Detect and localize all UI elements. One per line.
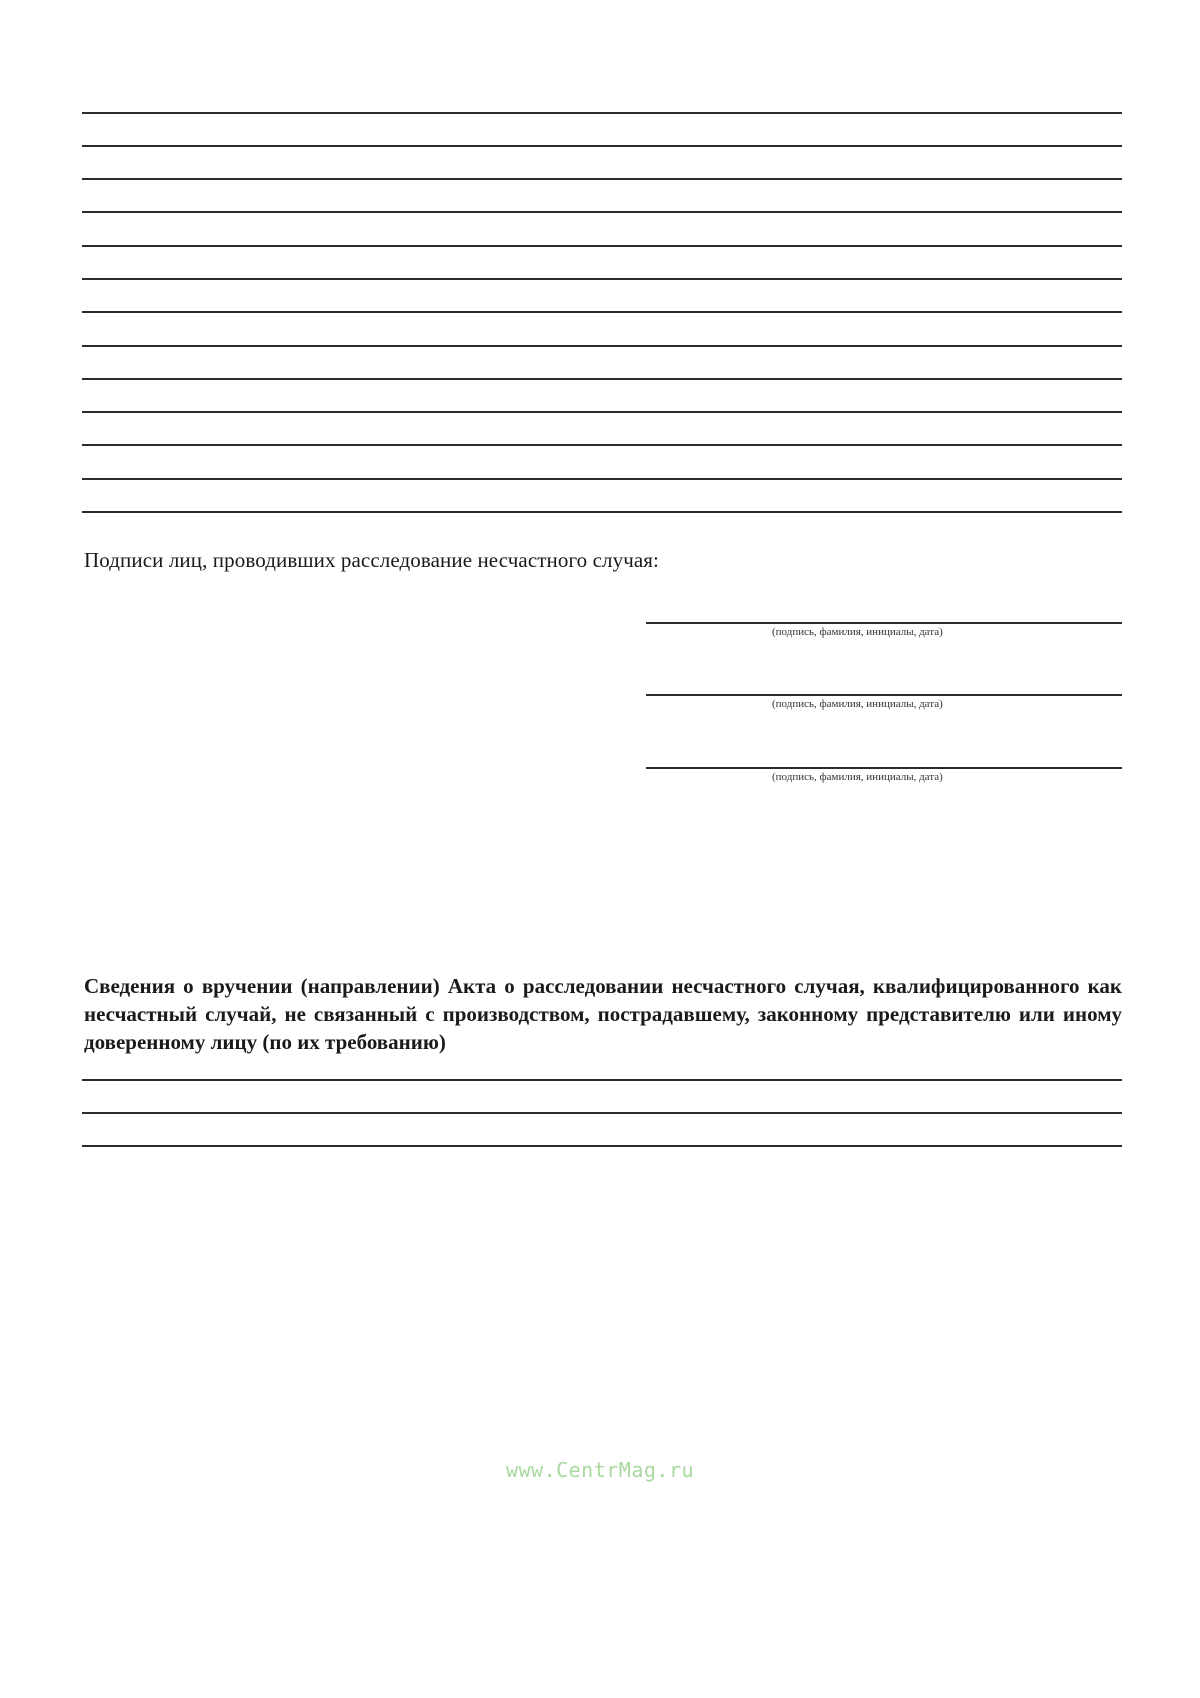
fill-line [82, 378, 1122, 380]
fill-line [82, 1145, 1122, 1147]
signatures-heading: Подписи лиц, проводивших расследование несчастного случая: [84, 548, 659, 572]
signature-caption: (подпись, фамилия, инициалы, дата) [772, 626, 943, 638]
fill-line [82, 245, 1122, 247]
signature-row [646, 767, 1122, 807]
fill-line [82, 345, 1122, 347]
signature-line [646, 694, 1122, 696]
signature-row [646, 694, 1122, 734]
fill-line [82, 1079, 1122, 1081]
watermark: www.CentrMag.ru [505, 1458, 695, 1482]
signature-row [646, 622, 1122, 662]
fill-line [82, 444, 1122, 446]
signature-line [646, 767, 1122, 769]
fill-line [82, 278, 1122, 280]
fill-line [82, 478, 1122, 480]
fill-line [82, 311, 1122, 313]
fill-line [82, 211, 1122, 213]
fill-line [82, 511, 1122, 513]
fill-line [82, 1112, 1122, 1114]
signature-caption: (подпись, фамилия, инициалы, дата) [772, 698, 943, 710]
fill-line [82, 112, 1122, 114]
signature-caption: (подпись, фамилия, инициалы, дата) [772, 771, 943, 783]
signature-line [646, 622, 1122, 624]
fill-line [82, 178, 1122, 180]
fill-line [82, 411, 1122, 413]
delivery-info-text: Сведения о вручении (направлении) Акта о расследовании несчастного случая, квалифицированного как несчастный случай, не связанный с производством, пострадавшему, законному представителю или иному доверенному лицу (по их требованию) [84, 974, 1122, 1054]
fill-line [82, 145, 1122, 147]
